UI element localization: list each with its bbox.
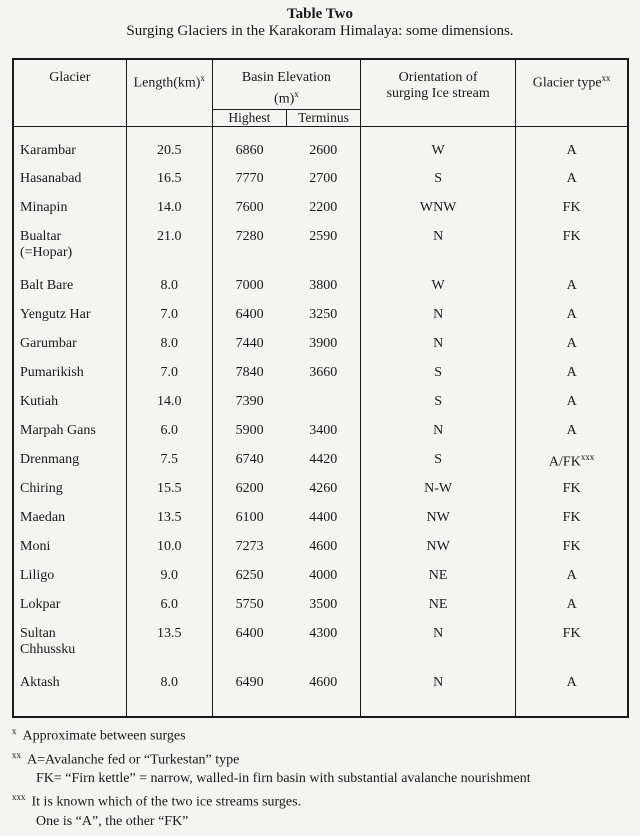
highest-cell: 6400 — [212, 301, 286, 330]
glacier-name: Maedan — [20, 510, 66, 525]
terminus-cell: 4600 — [309, 675, 338, 690]
glacier-name: Minapin — [20, 200, 68, 215]
highest-cell: 7273 — [212, 533, 286, 562]
terminus-cell: 2600 — [309, 142, 338, 158]
length-cell: 8.0 — [126, 272, 212, 301]
length-cell: 7.0 — [126, 359, 212, 388]
glacier-name: Drenmang — [20, 452, 80, 467]
highest-cell: 7440 — [212, 330, 286, 359]
type-cell: A — [516, 359, 628, 388]
table-row — [13, 669, 628, 717]
table-row — [13, 165, 628, 194]
orientation-cell: N — [361, 301, 516, 330]
type-cell: A/FK$^{xxx}$ — [516, 446, 628, 475]
highest-cell: 6250 — [212, 562, 286, 591]
table-title: Table Two — [287, 6, 353, 22]
type-cell: FK — [516, 194, 628, 223]
glacier-name: Balt Bare — [20, 278, 74, 293]
terminus-cell: 3500 — [309, 597, 338, 612]
glacier-name: Liligo — [20, 568, 55, 583]
footnote: $^x$ Approximate between surges — [12, 726, 186, 744]
length-cell: 21.0 — [126, 223, 212, 272]
highest-cell: 7770 — [212, 165, 286, 194]
orientation-cell: NW — [361, 533, 516, 562]
terminus-cell: 3800 — [309, 278, 338, 293]
orientation-cell: S — [361, 359, 516, 388]
table-row — [13, 417, 628, 446]
table-row — [13, 301, 628, 330]
length-cell: 14.0 — [126, 194, 212, 223]
length-cell: 20.5 — [126, 126, 212, 165]
table-row — [13, 194, 628, 223]
table-row — [13, 562, 628, 591]
orientation-cell: N — [361, 669, 516, 717]
type-cell: A — [516, 669, 628, 717]
length-cell: 15.5 — [126, 475, 212, 504]
table-row — [13, 446, 628, 475]
glacier-name: Aktash — [20, 675, 60, 690]
terminus-cell: 4260 — [309, 481, 338, 496]
header-basin-elevation: Basin Elevation $(m)^x$ — [212, 59, 360, 109]
length-cell: 7.5 — [126, 446, 212, 475]
footnote: $^{xx}$ A=Avalanche fed or “Turkestan” type — [12, 749, 240, 768]
length-cell: 8.0 — [126, 330, 212, 359]
type-cell: FK — [516, 223, 628, 272]
highest-cell: 6490 — [212, 669, 286, 717]
glacier-name: Lokpar — [20, 597, 61, 612]
terminus-cell: 4300 — [309, 626, 338, 641]
type-cell: A — [516, 301, 628, 330]
length-cell: 13.5 — [126, 504, 212, 533]
orientation-cell: N — [361, 223, 516, 272]
length-cell: 6.0 — [126, 591, 212, 620]
terminus-cell: 2590 — [309, 229, 338, 244]
terminus-cell: 4000 — [309, 568, 338, 583]
glacier-name: Marpah Gans — [20, 423, 96, 438]
glacier-name: Yengutz Har — [20, 307, 91, 322]
type-cell: A — [516, 591, 628, 620]
highest-cell: 6400 — [212, 620, 286, 669]
header-length-mark: x — [200, 73, 205, 83]
type-cell: A — [516, 562, 628, 591]
glacier-table — [12, 58, 629, 718]
table-row — [13, 591, 628, 620]
header-basin-mark: x — [294, 89, 299, 99]
orientation-cell: NE — [361, 591, 516, 620]
terminus-cell: 2200 — [309, 200, 338, 215]
type-footnote-mark: xxx — [580, 452, 595, 462]
highest-cell: 6200 — [212, 475, 286, 504]
table-row — [13, 223, 628, 272]
glacier-name: Karambar — [20, 142, 76, 158]
highest-cell: 7280 — [212, 223, 286, 272]
highest-cell: 7840 — [212, 359, 286, 388]
glacier-name: Kutiah — [20, 394, 59, 409]
highest-cell: 7390 — [212, 388, 286, 417]
length-cell: 10.0 — [126, 533, 212, 562]
highest-cell: 5750 — [212, 591, 286, 620]
length-cell: 13.5 — [126, 620, 212, 669]
highest-cell: 6100 — [212, 504, 286, 533]
highest-cell: 6740 — [212, 446, 286, 475]
length-cell: 14.0 — [126, 388, 212, 417]
terminus-cell: 4400 — [309, 510, 338, 525]
type-cell: A — [516, 272, 628, 301]
type-cell: FK — [516, 620, 628, 669]
terminus-cell: 4420 — [309, 452, 338, 467]
glacier-name: Sultan Chhussku — [20, 626, 76, 657]
length-cell: 7.0 — [126, 301, 212, 330]
type-cell: A — [516, 126, 628, 165]
table-row — [13, 533, 628, 562]
type-cell: FK — [516, 504, 628, 533]
table-row — [13, 359, 628, 388]
footnote: One is “A”, the other “FK” — [36, 813, 189, 829]
orientation-cell: S — [361, 388, 516, 417]
header-glacier: Glacier — [13, 59, 126, 126]
header-highest: Highest — [212, 109, 286, 126]
terminus-cell: 3900 — [309, 336, 338, 351]
highest-cell: 5900 — [212, 417, 286, 446]
orientation-cell: N-W — [361, 475, 516, 504]
orientation-cell: S — [361, 165, 516, 194]
terminus-cell: 2700 — [309, 171, 338, 186]
orientation-cell: N — [361, 330, 516, 359]
footnote: $^{xxx}$ It is known which of the two ice streams surges. — [12, 792, 302, 810]
footnotes — [12, 722, 632, 831]
table-row — [13, 475, 628, 504]
footnote: FK= “Firn kettle” = narrow, walled-in firn basin with substantial avalanche nourishment — [36, 771, 531, 787]
orientation-cell: NE — [361, 562, 516, 591]
type-cell: A — [516, 388, 628, 417]
table-row — [13, 620, 628, 669]
length-cell: 6.0 — [126, 417, 212, 446]
glacier-name: Garumbar — [20, 336, 77, 351]
length-cell: 9.0 — [126, 562, 212, 591]
highest-cell: 7000 — [212, 272, 286, 301]
table-row — [13, 272, 628, 301]
length-cell: 16.5 — [126, 165, 212, 194]
glacier-name: Bualtar (=Hopar) — [20, 229, 73, 260]
table-row — [13, 504, 628, 533]
table-row — [13, 330, 628, 359]
glacier-name: Moni — [20, 539, 51, 554]
header-length: Length(km)$^x$ — [126, 59, 212, 126]
table-row — [13, 126, 628, 165]
terminus-cell: 4600 — [309, 539, 338, 554]
terminus-cell — [286, 388, 360, 417]
highest-cell: 7600 — [212, 194, 286, 223]
orientation-cell: W — [361, 272, 516, 301]
type-cell: A — [516, 165, 628, 194]
type-cell: FK — [516, 533, 628, 562]
length-cell: 8.0 — [126, 669, 212, 717]
header-glacier-type: Glacier type$^{xx}$ — [516, 59, 628, 126]
header-orientation: Orientation of surging Ice stream — [361, 59, 516, 126]
orientation-cell: W — [361, 126, 516, 165]
table-row — [13, 388, 628, 417]
type-cell: FK — [516, 475, 628, 504]
header-type-mark: xx — [601, 73, 611, 83]
orientation-cell: N — [361, 620, 516, 669]
header-terminus: Terminus — [286, 109, 360, 126]
terminus-cell: 3400 — [309, 423, 338, 438]
terminus-cell: 3250 — [309, 307, 338, 322]
type-cell: A — [516, 330, 628, 359]
glacier-name: Pumarikish — [20, 365, 84, 380]
orientation-cell: N — [361, 417, 516, 446]
table-body — [13, 126, 628, 717]
orientation-cell: S — [361, 446, 516, 475]
glacier-name: Chiring — [20, 481, 63, 496]
glacier-name: Hasanabad — [20, 171, 82, 186]
orientation-cell: WNW — [361, 194, 516, 223]
highest-cell: 6860 — [212, 126, 286, 165]
table-subtitle: Surging Glaciers in the Karakoram Himalaya: some dimensions. — [126, 23, 514, 39]
orientation-cell: NW — [361, 504, 516, 533]
terminus-cell: 3660 — [309, 365, 338, 380]
type-cell: A — [516, 417, 628, 446]
